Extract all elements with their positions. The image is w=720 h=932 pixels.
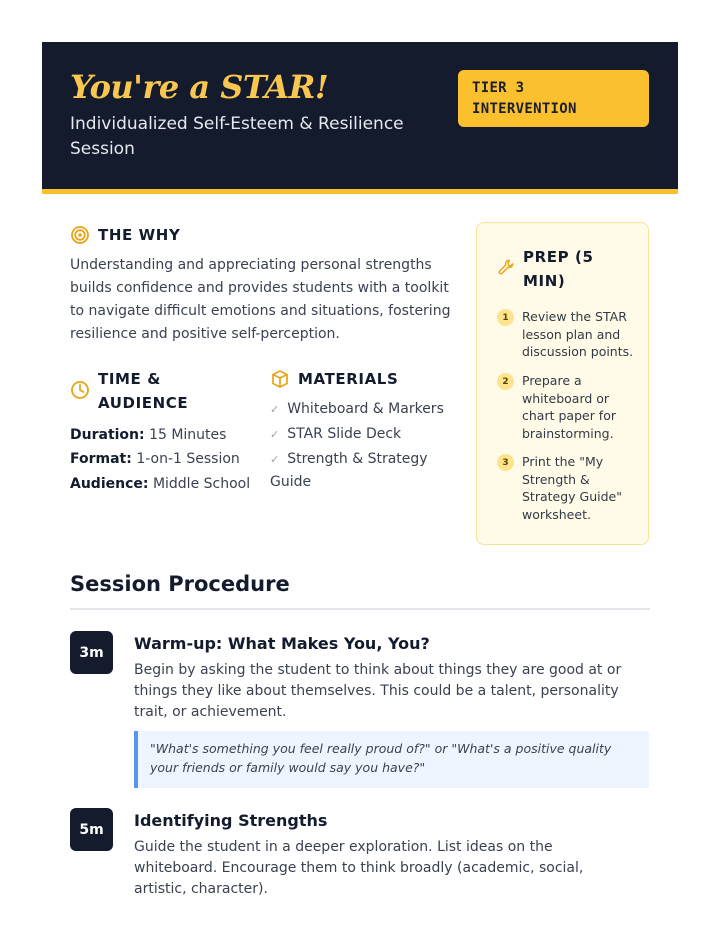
audience-label: Audience: — [70, 476, 149, 492]
materials-heading-label: MATERIALS — [298, 370, 399, 388]
materials-heading — [270, 367, 398, 391]
format-label: Format: — [70, 451, 132, 467]
why-section-heading — [70, 223, 180, 247]
time-audience-heading — [70, 367, 188, 415]
tier-badge — [458, 70, 649, 127]
audience-row — [70, 474, 250, 494]
procedure-title: Session Procedure — [70, 572, 290, 596]
example-quote: "What's something you feel really proud of?" or "What's a positive quality your friends or family would say you have?" — [134, 731, 649, 788]
prep-step — [497, 453, 634, 523]
check-icon: ✓ — [270, 403, 280, 416]
list-item: ✓ Whiteboard & Markers — [270, 401, 444, 417]
divider — [70, 608, 650, 610]
why-text: Understanding and appreciating personal strengths builds confidence and provides students with a toolkit to navigate difficult emotions and situations, fostering resilience and positive self-perception. — [70, 257, 451, 342]
format-value: 1-on-1 Session — [136, 451, 240, 467]
step-description: Begin by asking the student to think about things they are good at or things they like about themselves. This could be a talent, personality trait, or achievement. — [134, 662, 622, 720]
prep-step — [497, 308, 634, 361]
box-icon — [270, 369, 290, 389]
list-item: ✓ Strength & Strategy Guide — [270, 451, 428, 490]
prep-heading-line1: PREP (5 — [523, 248, 594, 266]
time-badge: 3m — [70, 631, 113, 674]
time-badge: 5m — [70, 808, 113, 851]
prep-heading-line2: MIN) — [523, 272, 566, 290]
check-icon: ✓ — [270, 428, 280, 441]
step-number: 3 — [497, 454, 514, 471]
tier-badge-line2: INTERVENTION — [472, 101, 577, 117]
page-subtitle: Individualized Self-Esteem & Resilience Session — [70, 114, 404, 159]
prep-box — [476, 222, 649, 545]
time-audience-heading-line2: AUDIENCE — [98, 394, 189, 412]
step-number: 2 — [497, 373, 514, 390]
header-banner — [42, 42, 678, 194]
step-description: Guide the student in a deeper exploration. List ideas on the whiteboard. Encourage them to think broadly (academic, social, artistic, character). — [134, 839, 584, 897]
duration-row — [70, 425, 226, 445]
why-heading: THE WHY — [98, 226, 181, 244]
audience-value: Middle School — [152, 476, 251, 492]
format-row — [70, 449, 240, 469]
prep-heading — [497, 245, 594, 293]
duration-label: Duration: — [70, 427, 145, 443]
clock-icon — [70, 380, 90, 400]
prep-step-text: Review the STAR lesson plan and discussion points. — [522, 309, 634, 360]
prep-step-text: Print the "My Strength & Strategy Guide" worksheet. — [522, 454, 622, 522]
duration-value: 15 Minutes — [149, 427, 227, 443]
target-icon — [70, 225, 90, 245]
materials-list — [270, 398, 460, 496]
time-audience-heading-line1: TIME & — [98, 370, 161, 388]
page-title: You're a STAR! — [70, 68, 329, 106]
step-number: 1 — [497, 309, 514, 326]
step-title: Identifying Strengths — [134, 811, 328, 830]
prep-step — [497, 372, 634, 442]
tier-badge-line1: TIER 3 — [472, 80, 525, 96]
prep-step-text: Prepare a whiteboard or chart paper for brainstorming. — [522, 373, 616, 441]
step-title: Warm-up: What Makes You, You? — [134, 634, 430, 653]
wrench-icon — [497, 258, 515, 276]
list-item: ✓ STAR Slide Deck — [270, 426, 402, 442]
check-icon: ✓ — [270, 453, 280, 466]
